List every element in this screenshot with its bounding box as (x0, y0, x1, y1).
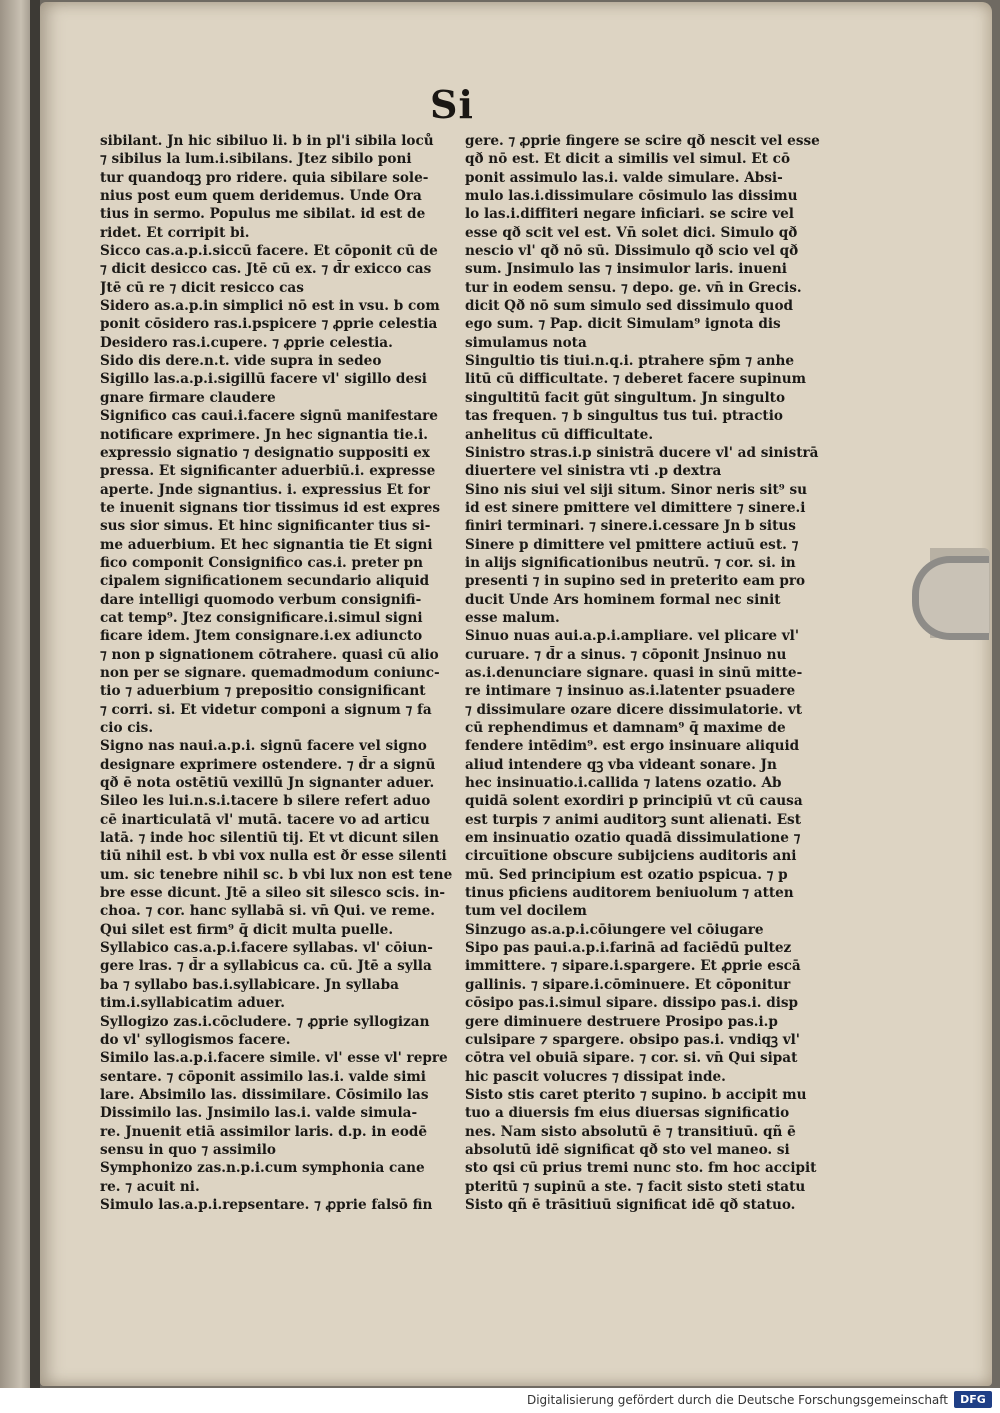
text-line: fendere intēdim⁹. est ergo insinuare aliquid (465, 738, 800, 755)
text-line: presenti ⁊ in supino sed in preterito eam pro (465, 573, 806, 590)
text-line: singultitū facit gūt singultum. Jn singulto (465, 389, 786, 406)
text-line: hec insinuatio.i.callida ⁊ latens ozatio. Ab (465, 775, 782, 792)
text-line: nius post eum quem deridemus. Unde Ora (100, 188, 422, 205)
text-line: tur quandoqꝫ pro ridere. quia sibilare sole- (100, 169, 429, 186)
text-line: designare exprimere ostendere. ⁊ d̄r a signū (100, 756, 436, 773)
text-line: finiri terminari. ⁊ sinere.i.cessare Jn b situs (465, 518, 796, 535)
text-line: culsipare ⁊ spargere. obsipo pas.i. vndiqꝫ vl' (465, 1031, 800, 1048)
text-line: Syllogizo zas.i.cōcludere. ⁊ ꝓprie syllogizan (100, 1013, 430, 1030)
text-line: aliud intendere qꝫ vba videant sonare. Jn (465, 756, 777, 773)
text-line: tas frequen. ⁊ b singultus tus tui. ptractio (465, 408, 783, 425)
text-line: sibilant. Jn hic sibiluo li. b in pl'i sibila loců (100, 133, 434, 149)
text-line: Sinzugo as.a.p.i.cōiungere vel cōiugare (465, 921, 764, 938)
text-line: Sido dis dere.n.t. vide supra in sedeo (100, 353, 382, 370)
text-line: gere diminuere destruere Prosipo pas.i.p (465, 1013, 778, 1030)
running-header: Si (430, 82, 474, 127)
text-line: Syllabico cas.a.p.i.facere syllabas. vl' cōiun- (100, 940, 433, 957)
text-line: litū cū difficultate. ⁊ deberet facere supinum (465, 371, 807, 388)
text-line: pteritū ⁊ supinū a ste. ⁊ facit sisto steti statu (465, 1178, 806, 1195)
text-line: re intimare ⁊ insinuo as.i.latenter psuadere (465, 683, 796, 700)
text-line: Sidero as.a.p.in simplici nō est in vsu. b com (100, 298, 440, 315)
text-line: Desidero ras.i.cupere. ⁊ ꝓprie celestia. (100, 334, 393, 351)
text-line: sto qsi cū prius tremi nunc sto. fm hoc accipit (465, 1160, 817, 1177)
text-line: dare intelligi quomodo verbum consignifi- (100, 591, 422, 608)
text-line: tur in eodem sensu. ⁊ depo. ge. vn̄ in Grecis. (465, 279, 802, 296)
text-line: qð nō est. Et dicit a similis vel simul. Et cō (465, 151, 791, 168)
text-line: Qui silet est firm⁹ q̄ dicit multa puelle. (100, 921, 394, 938)
text-line: cū rephendimus et damnam⁹ q̄ maxime de (465, 720, 786, 736)
text-line: Jtē cū re ⁊ dicit resicco cas (100, 279, 304, 296)
text-line: aperte. Jnde signantius. i. expressius Et for (100, 481, 430, 498)
text-line: sum. Jnsimulo las ⁊ insimulor laris. inueni (465, 261, 787, 278)
text-line: cat temp⁹. Jtez consignificare.i.simul signi (100, 609, 423, 626)
text-line: ridet. Et corripit bi. (100, 224, 250, 241)
text-line: Sino nis siui vel siji situm. Sinor neris sit⁹ su (465, 481, 807, 498)
text-line: re. ⁊ acuit ni. (100, 1178, 200, 1195)
text-line: esse qð scit vel est. Vn̄ solet dici. Simulo qð (465, 224, 798, 241)
text-line: esse malum. (465, 609, 560, 626)
text-line: tio ⁊ aduerbium ⁊ prepositio consignificant (100, 683, 426, 700)
text-line: Sipo pas paui.a.p.i.farinā ad faciēdū pultez (465, 940, 792, 957)
text-line: bre esse dicunt. Jtē a sileo sit silesco scis. in- (100, 885, 445, 902)
text-line: fico componit Consignifico cas.i. preter pn (100, 554, 424, 571)
text-line: tinus pficiens auditorem beniuolum ⁊ atten (465, 885, 794, 902)
text-line: cōsipo pas.i.simul sipare. dissipo pas.i. disp (465, 995, 799, 1012)
text-line: Sinuo nuas aui.a.p.i.ampliare. vel plicare vl' (465, 628, 800, 645)
text-line: dicit Qð nō sum simulo sed dissimulo quod (465, 298, 794, 315)
text-line: me aduerbium. Et hec signantia tie Et signi (100, 536, 433, 553)
text-line: Sinistro stras.i.p sinistrā ducere vl' ad sinistrā (465, 444, 819, 461)
text-line: Singultio tis tiui.n.q.i. ptrahere sp̄m ⁊ anhe (465, 353, 795, 370)
text-line: gere lras. ⁊ d̄r a syllabicus ca. cū. Jtē a sylla (100, 958, 432, 975)
text-line: Simulo las.a.p.i.repsentare. ⁊ ꝓprie falsō fin (100, 1196, 433, 1213)
text-line: diuertere vel sinistra vti .p dextra (465, 463, 722, 480)
text-line: notificare exprimere. Jn hec signantia tie.i. (100, 426, 428, 443)
text-line: nes. Nam sisto absolutū ē ⁊ transitiuū. qñ ē (465, 1123, 796, 1140)
text-line: Symphonizo zas.n.p.i.cum symphonia cane (100, 1160, 425, 1177)
funding-credit: Digitalisierung gefördert durch die Deutsche Forschungsgemeinschaft (526, 1393, 948, 1407)
text-line: Sisto stis caret pterito ⁊ supino. b accipit mu (465, 1086, 807, 1103)
text-line: ego sum. ⁊ Pap. dicit Simulam⁹ ignota dis (465, 316, 781, 333)
text-line: tum vel docilem (465, 903, 587, 920)
text-line: curuare. ⁊ d̄r a sinus. ⁊ cōponit Jnsinuo nu (465, 646, 787, 663)
footer-bar (0, 1388, 1000, 1413)
text-line: ⁊ dissimulare ozare dicere dissimulatorie. vt (465, 701, 803, 718)
dfg-logo: DFG (954, 1391, 992, 1408)
book-gutter (30, 0, 40, 1388)
text-line: Dissimilo las. Jnsimilo las.i. valde simula- (100, 1105, 418, 1122)
text-line: lo las.i.diffiteri negare inficiari. se scire vel (465, 206, 794, 223)
text-line: Significo cas caui.i.facere signū manifestare (100, 408, 438, 425)
text-line: te inuenit signans tior tissimus id est expres (100, 499, 440, 516)
text-line: expressio signatio ⁊ designatio suppositi ex (100, 444, 430, 461)
text-line: latā. ⁊ inde hoc silentiū tij. Et vt dicunt silen (100, 830, 439, 847)
text-line: tim.i.syllabicatim aduer. (100, 995, 285, 1012)
text-line: ⁊ dicit desicco cas. Jtē cū ex. ⁊ d̄r exicco cas (100, 261, 432, 278)
text-line: est turpis ⁊ animi auditorꝫ sunt alienati. Est (465, 811, 801, 828)
text-line: re. Jnuenit etiā assimilor laris. d.p. in eodē (100, 1123, 428, 1140)
text-line: Sicco cas.a.p.i.siccū facere. Et cōponit cū de (100, 243, 438, 260)
text-line: cē inarticulatā vl' mutā. tacere vo ad articu (100, 811, 430, 828)
text-line: ficare idem. Jtem consignare.i.ex adiuncto (100, 628, 423, 645)
text-line: sensu in quo ⁊ assimilo (100, 1141, 276, 1158)
text-line: nescio vl' qð nō sū. Dissimulo qð scio vel qð (465, 243, 799, 260)
text-line: gnare firmare claudere (100, 389, 276, 406)
text-line: tiū nihil est. b vbi vox nulla est ðr esse silenti (100, 848, 447, 865)
text-line: sentare. ⁊ cōponit assimilo las.i. valde simi (100, 1068, 426, 1085)
text-line: hic pascit volucres ⁊ dissipat inde. (465, 1068, 726, 1085)
text-line: as.i.denunciare signare. quasi in sinū mitte- (465, 664, 803, 681)
text-line: ba ⁊ syllabo bas.i.syllabicare. Jn syllaba (100, 976, 399, 993)
text-line: ducit Unde Ars hominem formal nec sinit (465, 591, 781, 608)
text-line: circuītione obscure subijciens auditoris ani (465, 848, 797, 865)
text-line: Sileo les lui.n.s.i.tacere b silere refert aduo (100, 793, 431, 810)
text-line: cipalem significationem secundario aliquid (100, 573, 430, 590)
text-line: gere. ⁊ ꝓprie fingere se scire qð nescit vel esse (465, 133, 820, 149)
left-column (100, 132, 472, 1214)
text-line: sus sior simus. Et hinc significanter tius si- (100, 518, 431, 535)
text-line: Sisto qñ ē trāsitiuū significat idē qð statuo. (465, 1196, 796, 1213)
text-line: ponit assimulo las.i. valde simulare. Absi- (465, 169, 783, 186)
text-line: do vl' syllogismos facere. (100, 1031, 291, 1048)
text-line: tuo a diuersis fm eius diuersas significatio (465, 1105, 790, 1122)
text-line: tius in sermo. Populus me sibilat. id est de (100, 206, 426, 223)
text-line: em insinuatio ozatio quadā dissimulatione ⁊ (465, 830, 801, 847)
text-line: um. sic tenebre nihil sc. b vbi lux non est tene (100, 866, 453, 883)
text-line: choa. ⁊ cor. hanc syllabā si. vn̄ Qui. ve reme. (100, 903, 436, 920)
text-line: anhelitus cū difficultate. (465, 426, 654, 443)
text-line: immittere. ⁊ sipare.i.spargere. Et ꝓprie escā (465, 958, 801, 975)
text-line: ⁊ corri. si. Et videtur componi a signum ⁊ fa (100, 701, 432, 718)
text-line: qð ē nota ostētiū vexillū Jn signanter aduer. (100, 775, 435, 792)
page-clamp (912, 556, 989, 640)
text-line: Sigillo las.a.p.i.sigillū facere vl' sigillo desi (100, 371, 427, 388)
text-line: Similo las.a.p.i.facere simile. vl' esse vl' repre (100, 1050, 448, 1067)
text-line: pressa. Et significanter aduerbiū.i. expresse (100, 463, 436, 480)
text-line: cio cis. (100, 720, 154, 736)
text-line: quidā solent exordiri p principiū vt cū causa (465, 793, 803, 810)
text-line: mū. Sed principium est ozatio pspicua. ⁊ p (465, 866, 788, 883)
text-line: simulamus nota (465, 334, 587, 351)
text-line: id est sinere pmittere vel dimittere ⁊ sinere.i (465, 499, 806, 516)
right-column (465, 132, 820, 1214)
text-line: ⁊ sibilus la lum.i.sibilans. Jtez sibilo poni (100, 151, 412, 168)
text-line: non per se signare. quemadmodum coniunc- (100, 664, 440, 681)
text-line: mulo las.i.dissimulare cōsimulo las dissimu (465, 188, 798, 205)
text-line: cōtra vel obuiā sipare. ⁊ cor. si. vn̄ Qui sipat (465, 1050, 798, 1067)
text-line: Sinere p dimittere vel pmittere actiuū est. ⁊ (465, 536, 799, 553)
text-line: lare. Absimilo las. dissimilare. Cōsimilo las (100, 1086, 429, 1103)
text-line: ⁊ non p signationem cōtrahere. quasi cū alio (100, 646, 439, 663)
text-line: absolutū idē significat qð sto vel maneo. si (465, 1141, 790, 1158)
text-line: in alijs significationibus neutrū. ⁊ cor. si. in (465, 554, 796, 571)
text-line: gallinis. ⁊ sipare.i.cōminuere. Et cōponitur (465, 976, 791, 993)
text-line: ponit cōsidero ras.i.pspicere ⁊ ꝓprie celestia (100, 316, 438, 333)
text-line: Signo nas naui.a.p.i. signū facere vel signo (100, 738, 427, 755)
